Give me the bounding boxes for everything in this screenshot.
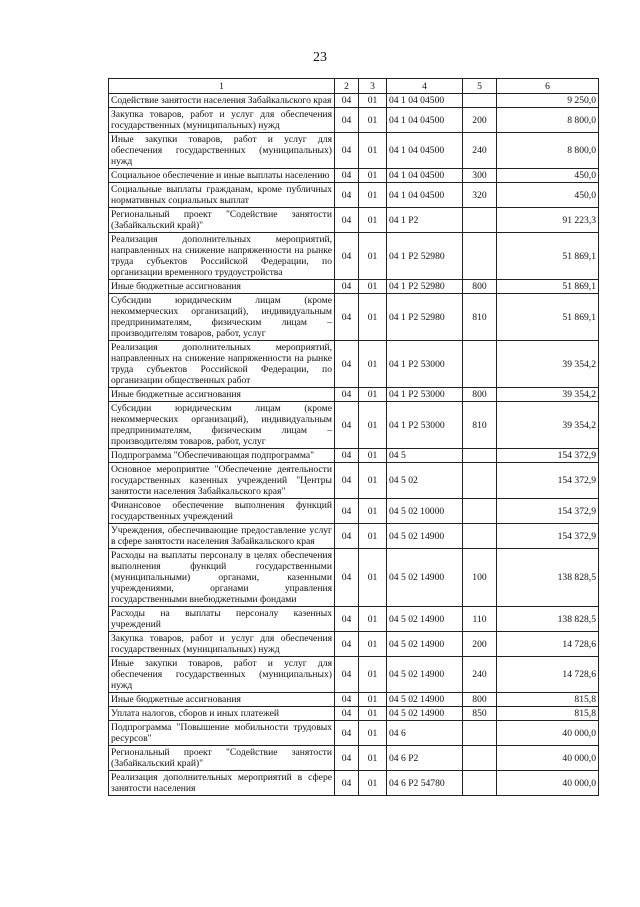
row-subsection: 01 (359, 524, 387, 549)
row-name: Иные бюджетные ассигнования (109, 693, 335, 707)
page-number: 23 (313, 50, 327, 65)
table-row (109, 94, 599, 108)
row-expense-type: 800 (463, 280, 497, 294)
row-section: 04 (335, 402, 359, 449)
row-amount: 138 828,5 (497, 549, 599, 607)
row-name: Закупка товаров, работ и услуг для обеспечения государственных (муниципальных) нужд (109, 108, 335, 133)
row-subsection: 01 (359, 294, 387, 341)
row-expense-type: 800 (463, 693, 497, 707)
row-expense-type (463, 233, 497, 280)
row-subsection: 01 (359, 183, 387, 208)
row-expense-type (463, 721, 497, 746)
row-name: Иные бюджетные ассигнования (109, 280, 335, 294)
row-subsection: 01 (359, 280, 387, 294)
table-row (109, 208, 599, 233)
table-row (109, 771, 599, 796)
row-target-article: 04 1 P2 53000 (387, 388, 463, 402)
row-subsection: 01 (359, 707, 387, 721)
row-subsection: 01 (359, 402, 387, 449)
row-expense-type (463, 746, 497, 771)
row-subsection: 01 (359, 463, 387, 499)
row-section: 04 (335, 208, 359, 233)
row-subsection: 01 (359, 499, 387, 524)
row-name: Реализация дополнительных мероприятий, направленных на снижение напряженности на рынке труда субъектов Российской Федерации, по организации общественных работ (109, 341, 335, 388)
row-subsection: 01 (359, 208, 387, 233)
row-name: Иные закупки товаров, работ и услуг для обеспечения государственных (муниципальных) нужд (109, 133, 335, 169)
row-amount: 14 728,6 (497, 632, 599, 657)
row-amount: 9 250,0 (497, 94, 599, 108)
table-row (109, 657, 599, 693)
table-row (109, 721, 599, 746)
row-name: Учреждения, обеспечивающие предоставление услуг в сфере занятости населения Забайкальского края (109, 524, 335, 549)
row-target-article: 04 5 02 14900 (387, 707, 463, 721)
row-subsection: 01 (359, 169, 387, 183)
row-subsection: 01 (359, 771, 387, 796)
row-section: 04 (335, 632, 359, 657)
row-expense-type (463, 463, 497, 499)
row-expense-type: 810 (463, 294, 497, 341)
row-subsection: 01 (359, 721, 387, 746)
row-target-article: 04 1 04 04500 (387, 94, 463, 108)
row-target-article: 04 6 P2 (387, 746, 463, 771)
row-amount: 39 354,2 (497, 341, 599, 388)
table-row (109, 746, 599, 771)
row-target-article: 04 6 P2 54780 (387, 771, 463, 796)
row-section: 04 (335, 657, 359, 693)
row-amount: 40 000,0 (497, 746, 599, 771)
row-section: 04 (335, 449, 359, 463)
row-name: Подпрограмма "Повышение мобильности трудовых ресурсов" (109, 721, 335, 746)
row-name: Региональный проект "Содействие занятости (Забайкальский край)" (109, 746, 335, 771)
table-row (109, 388, 599, 402)
row-section: 04 (335, 388, 359, 402)
row-name: Расходы на выплаты персоналу в целях обеспечения выполнения функций государственными (муниципальными) органами, казенными учреждениями, органами управления государственными внебюджетными фондами (109, 549, 335, 607)
row-name: Социальное обеспечение и иные выплаты населению (109, 169, 335, 183)
row-expense-type: 320 (463, 183, 497, 208)
row-target-article: 04 5 02 14900 (387, 657, 463, 693)
row-amount: 154 372,9 (497, 524, 599, 549)
row-section: 04 (335, 549, 359, 607)
row-name: Содействие занятости населения Забайкальского края (109, 94, 335, 108)
row-amount: 91 223,3 (497, 208, 599, 233)
row-subsection: 01 (359, 607, 387, 632)
row-subsection: 01 (359, 549, 387, 607)
row-expense-type (463, 94, 497, 108)
row-section: 04 (335, 280, 359, 294)
table-row (109, 169, 599, 183)
row-name: Уплата налогов, сборов и иных платежей (109, 707, 335, 721)
row-amount: 39 354,2 (497, 402, 599, 449)
row-section: 04 (335, 499, 359, 524)
row-name: Социальные выплаты гражданам, кроме публичных нормативных социальных выплат (109, 183, 335, 208)
row-section: 04 (335, 693, 359, 707)
row-section: 04 (335, 524, 359, 549)
table-row (109, 133, 599, 169)
header-col-4: 4 (387, 79, 463, 94)
table-row (109, 607, 599, 632)
table-row (109, 280, 599, 294)
row-section: 04 (335, 607, 359, 632)
row-name: Закупка товаров, работ и услуг для обеспечения государственных (муниципальных) нужд (109, 632, 335, 657)
row-expense-type (463, 449, 497, 463)
row-section: 04 (335, 133, 359, 169)
row-target-article: 04 1 P2 52980 (387, 294, 463, 341)
row-amount: 154 372,9 (497, 449, 599, 463)
row-section: 04 (335, 771, 359, 796)
row-subsection: 01 (359, 632, 387, 657)
row-section: 04 (335, 721, 359, 746)
row-target-article: 04 1 P2 53000 (387, 402, 463, 449)
table-row (109, 524, 599, 549)
table-row (109, 233, 599, 280)
row-expense-type: 240 (463, 657, 497, 693)
row-expense-type: 200 (463, 632, 497, 657)
row-expense-type: 240 (463, 133, 497, 169)
row-amount: 40 000,0 (497, 771, 599, 796)
row-amount: 154 372,9 (497, 499, 599, 524)
row-name: Реализация дополнительных мероприятий, направленных на снижение напряженности на рынке труда субъектов Российской Федерации, по организации временного трудоустройства (109, 233, 335, 280)
row-section: 04 (335, 341, 359, 388)
table-row (109, 449, 599, 463)
row-target-article: 04 1 04 04500 (387, 108, 463, 133)
table-row (109, 549, 599, 607)
row-target-article: 04 1 P2 52980 (387, 233, 463, 280)
header-col-3: 3 (359, 79, 387, 94)
row-target-article: 04 1 04 04500 (387, 169, 463, 183)
row-name: Субсидии юридическим лицам (кроме некоммерческих организаций), индивидуальным предпринимателям, физическим лицам – производителям товаров, работ, услуг (109, 402, 335, 449)
row-target-article: 04 5 02 10000 (387, 499, 463, 524)
row-subsection: 01 (359, 388, 387, 402)
row-expense-type: 810 (463, 402, 497, 449)
table-row (109, 499, 599, 524)
table-header-row (109, 79, 599, 94)
budget-table (108, 78, 599, 796)
row-subsection: 01 (359, 133, 387, 169)
row-expense-type: 100 (463, 549, 497, 607)
row-section: 04 (335, 294, 359, 341)
table-row (109, 693, 599, 707)
row-target-article: 04 1 04 04500 (387, 183, 463, 208)
row-name: Иные закупки товаров, работ и услуг для обеспечения государственных (муниципальных) нужд (109, 657, 335, 693)
table-row (109, 294, 599, 341)
table-row (109, 341, 599, 388)
row-expense-type: 850 (463, 707, 497, 721)
header-col-6: 6 (497, 79, 599, 94)
row-name: Региональный проект "Содействие занятости (Забайкальский край)" (109, 208, 335, 233)
row-target-article: 04 5 02 14900 (387, 632, 463, 657)
row-expense-type (463, 341, 497, 388)
table-row (109, 108, 599, 133)
row-target-article: 04 5 (387, 449, 463, 463)
row-amount: 51 869,1 (497, 294, 599, 341)
row-section: 04 (335, 233, 359, 280)
row-section: 04 (335, 463, 359, 499)
row-section: 04 (335, 169, 359, 183)
row-target-article: 04 5 02 14900 (387, 549, 463, 607)
table-row (109, 632, 599, 657)
row-amount: 51 869,1 (497, 280, 599, 294)
row-subsection: 01 (359, 449, 387, 463)
row-expense-type (463, 208, 497, 233)
row-amount: 40 000,0 (497, 721, 599, 746)
row-amount: 154 372,9 (497, 463, 599, 499)
row-subsection: 01 (359, 657, 387, 693)
row-section: 04 (335, 707, 359, 721)
row-expense-type: 200 (463, 108, 497, 133)
row-name: Подпрограмма "Обеспечивающая подпрограмма" (109, 449, 335, 463)
row-name: Расходы на выплаты персоналу казенных учреждений (109, 607, 335, 632)
table-row (109, 707, 599, 721)
row-amount: 8 800,0 (497, 108, 599, 133)
row-amount: 450,0 (497, 169, 599, 183)
row-target-article: 04 1 P2 52980 (387, 280, 463, 294)
row-section: 04 (335, 746, 359, 771)
row-name: Основное мероприятие "Обеспечение деятельности государственных казенных учреждений "Центры занятости населения Забайкальского края" (109, 463, 335, 499)
row-amount: 815,8 (497, 707, 599, 721)
table-row (109, 463, 599, 499)
row-subsection: 01 (359, 233, 387, 280)
row-expense-type: 110 (463, 607, 497, 632)
row-section: 04 (335, 183, 359, 208)
row-name: Финансовое обеспечение выполнения функций государственных учреждений (109, 499, 335, 524)
row-subsection: 01 (359, 94, 387, 108)
row-target-article: 04 1 P2 (387, 208, 463, 233)
row-target-article: 04 5 02 14900 (387, 524, 463, 549)
row-target-article: 04 1 04 04500 (387, 133, 463, 169)
row-amount: 138 828,5 (497, 607, 599, 632)
row-name: Реализация дополнительных мероприятий в сфере занятости населения (109, 771, 335, 796)
row-expense-type (463, 499, 497, 524)
row-amount: 8 800,0 (497, 133, 599, 169)
row-target-article: 04 5 02 (387, 463, 463, 499)
header-col-5: 5 (463, 79, 497, 94)
row-target-article: 04 5 02 14900 (387, 607, 463, 632)
row-subsection: 01 (359, 108, 387, 133)
row-name: Иные бюджетные ассигнования (109, 388, 335, 402)
row-subsection: 01 (359, 693, 387, 707)
row-amount: 450,0 (497, 183, 599, 208)
row-subsection: 01 (359, 341, 387, 388)
row-expense-type: 300 (463, 169, 497, 183)
row-name: Субсидии юридическим лицам (кроме некоммерческих организаций), индивидуальным предпринимателям, физическим лицам – производителям товаров, работ, услуг (109, 294, 335, 341)
row-expense-type: 800 (463, 388, 497, 402)
row-amount: 39 354,2 (497, 388, 599, 402)
row-amount: 51 869,1 (497, 233, 599, 280)
row-target-article: 04 1 P2 53000 (387, 341, 463, 388)
row-target-article: 04 5 02 14900 (387, 693, 463, 707)
table-row (109, 402, 599, 449)
row-expense-type (463, 524, 497, 549)
row-section: 04 (335, 94, 359, 108)
row-section: 04 (335, 108, 359, 133)
header-col-2: 2 (335, 79, 359, 94)
row-target-article: 04 6 (387, 721, 463, 746)
row-amount: 14 728,6 (497, 657, 599, 693)
table-row (109, 183, 599, 208)
header-col-1: 1 (109, 79, 335, 94)
row-subsection: 01 (359, 746, 387, 771)
row-amount: 815,8 (497, 693, 599, 707)
row-expense-type (463, 771, 497, 796)
